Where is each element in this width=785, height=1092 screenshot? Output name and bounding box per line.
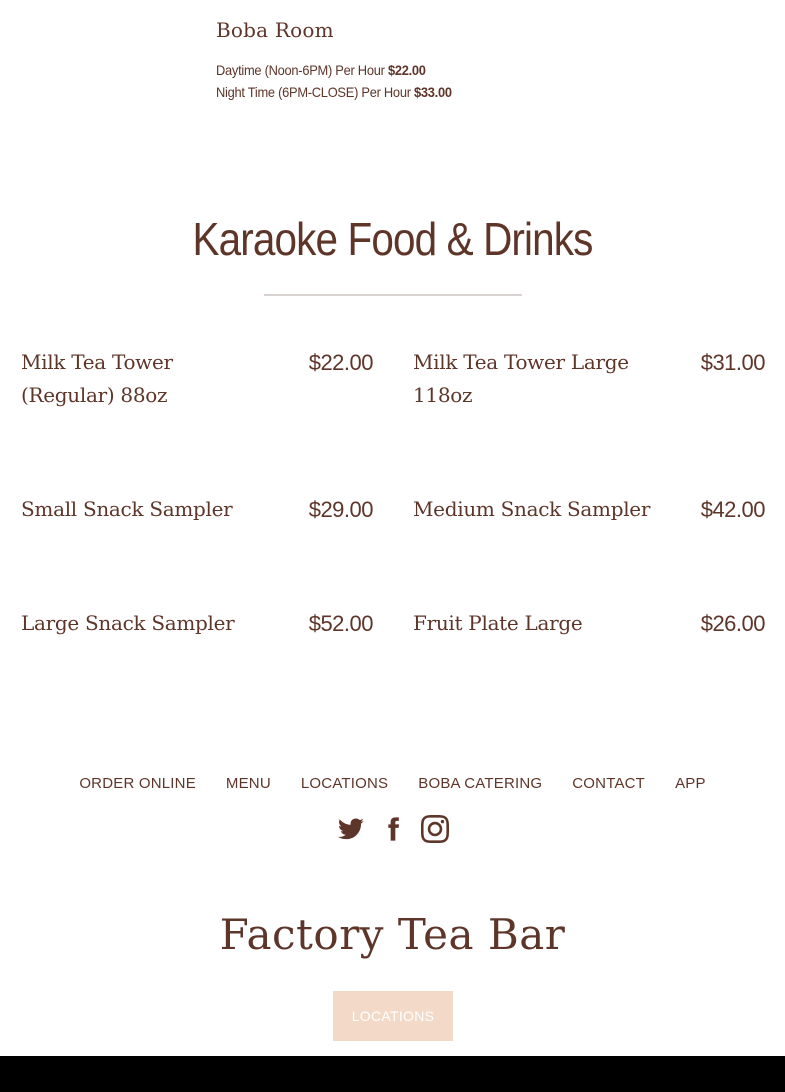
bottom-bar <box>0 1056 785 1092</box>
menu-item-name: Small Snack Sampler <box>21 497 233 521</box>
nav-contact-link[interactable]: CONTACT <box>572 775 646 792</box>
menu-item-price: $31.00 <box>700 350 765 375</box>
menu-item-name: Milk Tea Tower Large 118oz <box>413 350 629 407</box>
nav-order-online-link[interactable]: ORDER ONLINE <box>79 775 196 792</box>
menu-item-name: Milk Tea Tower (Regular) 88oz <box>21 350 173 407</box>
menu-item-price: $22.00 <box>308 350 373 375</box>
menu-item-price: $42.00 <box>700 497 765 522</box>
nav-menu-link[interactable]: MENU <box>225 775 271 792</box>
menu-item-price: $29.00 <box>308 497 373 522</box>
locations-button[interactable]: LOCATIONS <box>333 991 453 1041</box>
night-rate-price: $33.00 <box>414 84 452 100</box>
night-rate-label: Night Time (6PM-CLOSE) Per Hour <box>216 84 415 100</box>
facebook-icon[interactable] <box>379 814 407 844</box>
social-links <box>0 814 785 844</box>
daytime-rate <box>216 62 426 78</box>
room-title: Boba Room <box>216 18 334 42</box>
menu-item-price: $52.00 <box>308 611 373 636</box>
menu-item-name: Medium Snack Sampler <box>413 497 651 521</box>
instagram-icon[interactable] <box>421 814 449 844</box>
menu-item-price: $26.00 <box>700 611 765 636</box>
menu-item-name: Fruit Plate Large <box>413 611 583 635</box>
twitter-icon[interactable] <box>337 814 365 844</box>
section-heading: Karaoke Food & Drinks <box>192 213 593 265</box>
daytime-rate-price: $22.00 <box>387 62 426 78</box>
nav-boba-catering-link[interactable]: BOBA CATERING <box>418 775 543 792</box>
menu-item-name: Large Snack Sampler <box>21 611 235 635</box>
heading-divider <box>264 294 522 296</box>
brand-name: Factory Tea Bar <box>219 910 566 959</box>
daytime-rate-label: Daytime (Noon-6PM) Per Hour <box>216 62 388 78</box>
footer-nav <box>0 775 785 792</box>
nav-locations-link[interactable]: LOCATIONS <box>300 775 389 792</box>
nav-app-link[interactable]: APP <box>675 775 706 792</box>
night-rate <box>216 84 452 100</box>
